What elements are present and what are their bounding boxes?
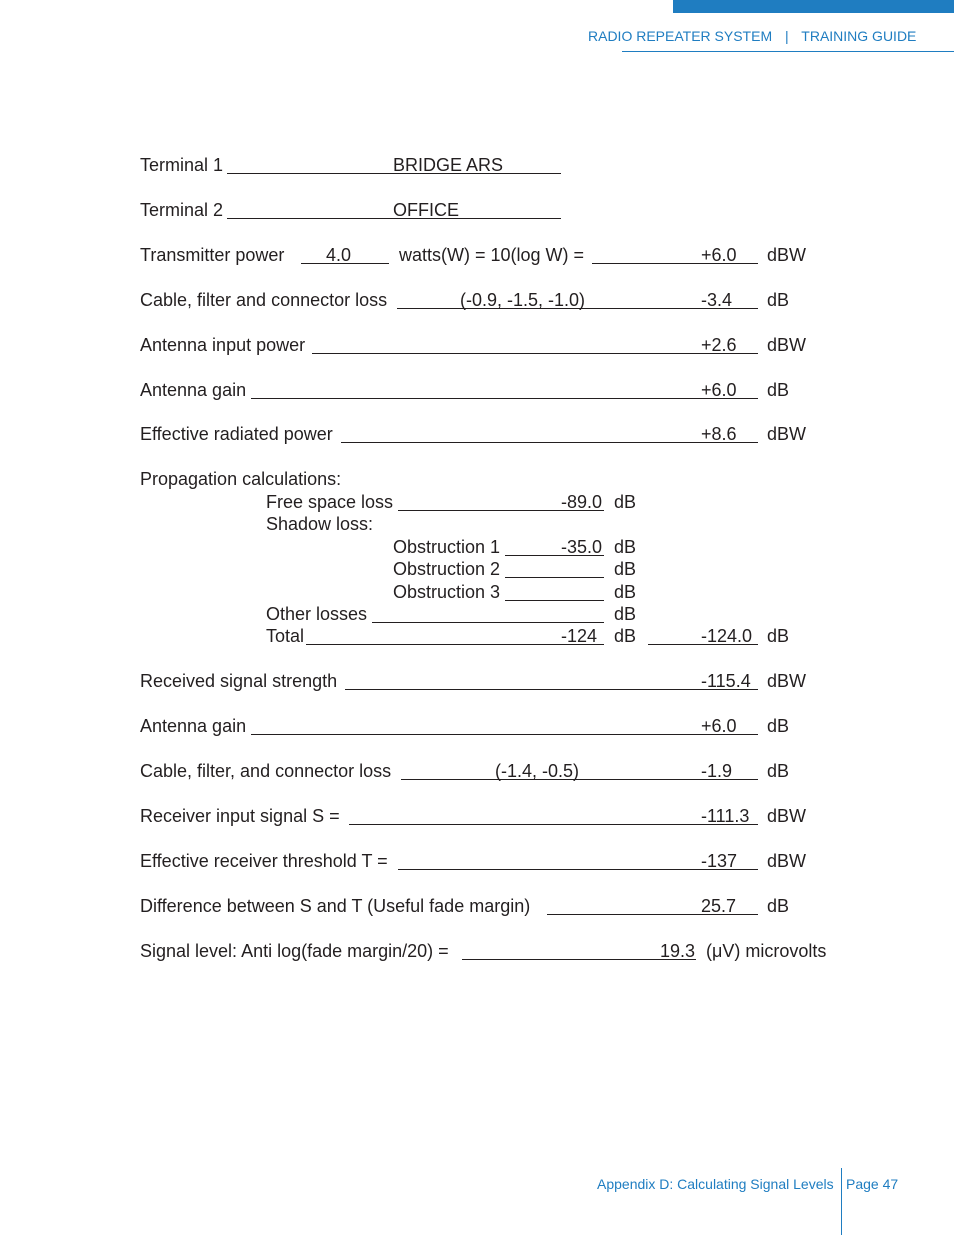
terminal2-value: OFFICE: [393, 200, 459, 220]
total-result-value: -124.0: [701, 626, 753, 646]
receiver-input-unit: dBW: [767, 806, 807, 826]
fade-margin-unit: dB: [767, 896, 790, 916]
terminal1-label: Terminal 1: [140, 155, 224, 175]
footer-divider: [841, 1168, 842, 1235]
antenna-gain-unit: dB: [767, 380, 790, 400]
cable-loss-value: -3.4: [701, 290, 733, 310]
receiver-input-value: -111.3: [701, 806, 750, 826]
antenna-gain2-underline: [251, 734, 758, 735]
antenna-input-underline: [312, 353, 758, 354]
tx-watts-value: 4.0: [326, 245, 352, 265]
free-space-unit: dB: [614, 492, 637, 512]
free-space-value: -89.0: [561, 492, 603, 512]
threshold-label: Effective receiver threshold T =: [140, 851, 388, 871]
signal-level-label: Signal level: Anti log(fade margin/20) =: [140, 941, 449, 961]
antenna-gain2-value: +6.0: [701, 716, 737, 736]
obstruction1-label: Obstruction 1: [393, 537, 501, 557]
antenna-gain2-unit: dB: [767, 716, 790, 736]
total-label: Total: [266, 626, 305, 646]
total-unit: dB: [614, 626, 637, 646]
tx-power-value: +6.0: [701, 245, 737, 265]
cable-loss2-label: Cable, filter, and connector loss: [140, 761, 392, 781]
fade-margin-value: 25.7: [701, 896, 737, 916]
other-losses-unit: dB: [614, 604, 637, 624]
signal-level-value: 19.3: [660, 941, 696, 961]
obstruction3-unit: dB: [614, 582, 637, 602]
antenna-input-value: +2.6: [701, 335, 737, 355]
tx-power-label: Transmitter power: [140, 245, 285, 265]
other-losses-underline: [372, 622, 604, 623]
header-separator: |: [785, 28, 789, 44]
footer-section: Appendix D: Calculating Signal Levels: [597, 1176, 834, 1192]
antenna-gain-underline: [251, 398, 758, 399]
obstruction3-underline: [505, 600, 604, 601]
received-signal-value: -115.4: [701, 671, 751, 691]
obstruction2-unit: dB: [614, 559, 637, 579]
threshold-unit: dBW: [767, 851, 807, 871]
antenna-input-label: Antenna input power: [140, 335, 306, 355]
header-accent-bar: [673, 0, 954, 13]
tx-formula-text: watts(W) = 10(log W) =: [399, 245, 585, 265]
antenna-gain-label: Antenna gain: [140, 380, 247, 400]
obstruction2-underline: [505, 577, 604, 578]
cable-loss2-range: (-1.4, -0.5): [495, 761, 580, 781]
terminal1-value: BRIDGE ARS: [393, 155, 504, 175]
page-number: Page 47: [846, 1176, 899, 1192]
receiver-input-label: Receiver input signal S =: [140, 806, 340, 826]
obstruction3-label: Obstruction 3: [393, 582, 501, 602]
obstruction2-label: Obstruction 2: [393, 559, 501, 579]
signal-level-unit: (μV) microvolts: [706, 941, 827, 961]
received-signal-unit: dBW: [767, 671, 807, 691]
propagation-heading: Propagation calculations:: [140, 469, 342, 489]
receiver-input-underline: [349, 824, 758, 825]
erp-value: +8.6: [701, 424, 737, 444]
erp-label: Effective radiated power: [140, 424, 333, 444]
header-title: [588, 28, 916, 44]
header-guide-name: RADIO REPEATER SYSTEM: [588, 28, 773, 44]
total-underline: [306, 644, 604, 645]
erp-unit: dBW: [767, 424, 807, 444]
antenna-gain-value: +6.0: [701, 380, 737, 400]
erp-underline: [341, 442, 758, 443]
obstruction1-unit: dB: [614, 537, 637, 557]
cable-loss-unit: dB: [767, 290, 790, 310]
cable-loss-label: Cable, filter and connector loss: [140, 290, 388, 310]
cable-loss-range: (-0.9, -1.5, -1.0): [460, 290, 586, 310]
antenna-input-unit: dBW: [767, 335, 807, 355]
obstruction1-value: -35.0: [561, 537, 603, 557]
cable-loss2-value: -1.9: [701, 761, 733, 781]
other-losses-label: Other losses: [266, 604, 368, 624]
received-signal-underline: [345, 689, 758, 690]
tx-power-unit: dBW: [767, 245, 807, 265]
cable-loss2-unit: dB: [767, 761, 790, 781]
total-result-unit: dB: [767, 626, 790, 646]
free-space-label: Free space loss: [266, 492, 394, 512]
antenna-gain2-label: Antenna gain: [140, 716, 247, 736]
threshold-value: -137: [701, 851, 738, 871]
shadow-loss-label: Shadow loss:: [266, 514, 374, 534]
header-rule: [622, 51, 954, 52]
fade-margin-label: Difference between S and T (Useful fade margin): [140, 896, 531, 916]
received-signal-label: Received signal strength: [140, 671, 338, 691]
header-subtitle: TRAINING GUIDE: [801, 28, 917, 44]
terminal2-label: Terminal 2: [140, 200, 224, 220]
total-value: -124: [561, 626, 598, 646]
